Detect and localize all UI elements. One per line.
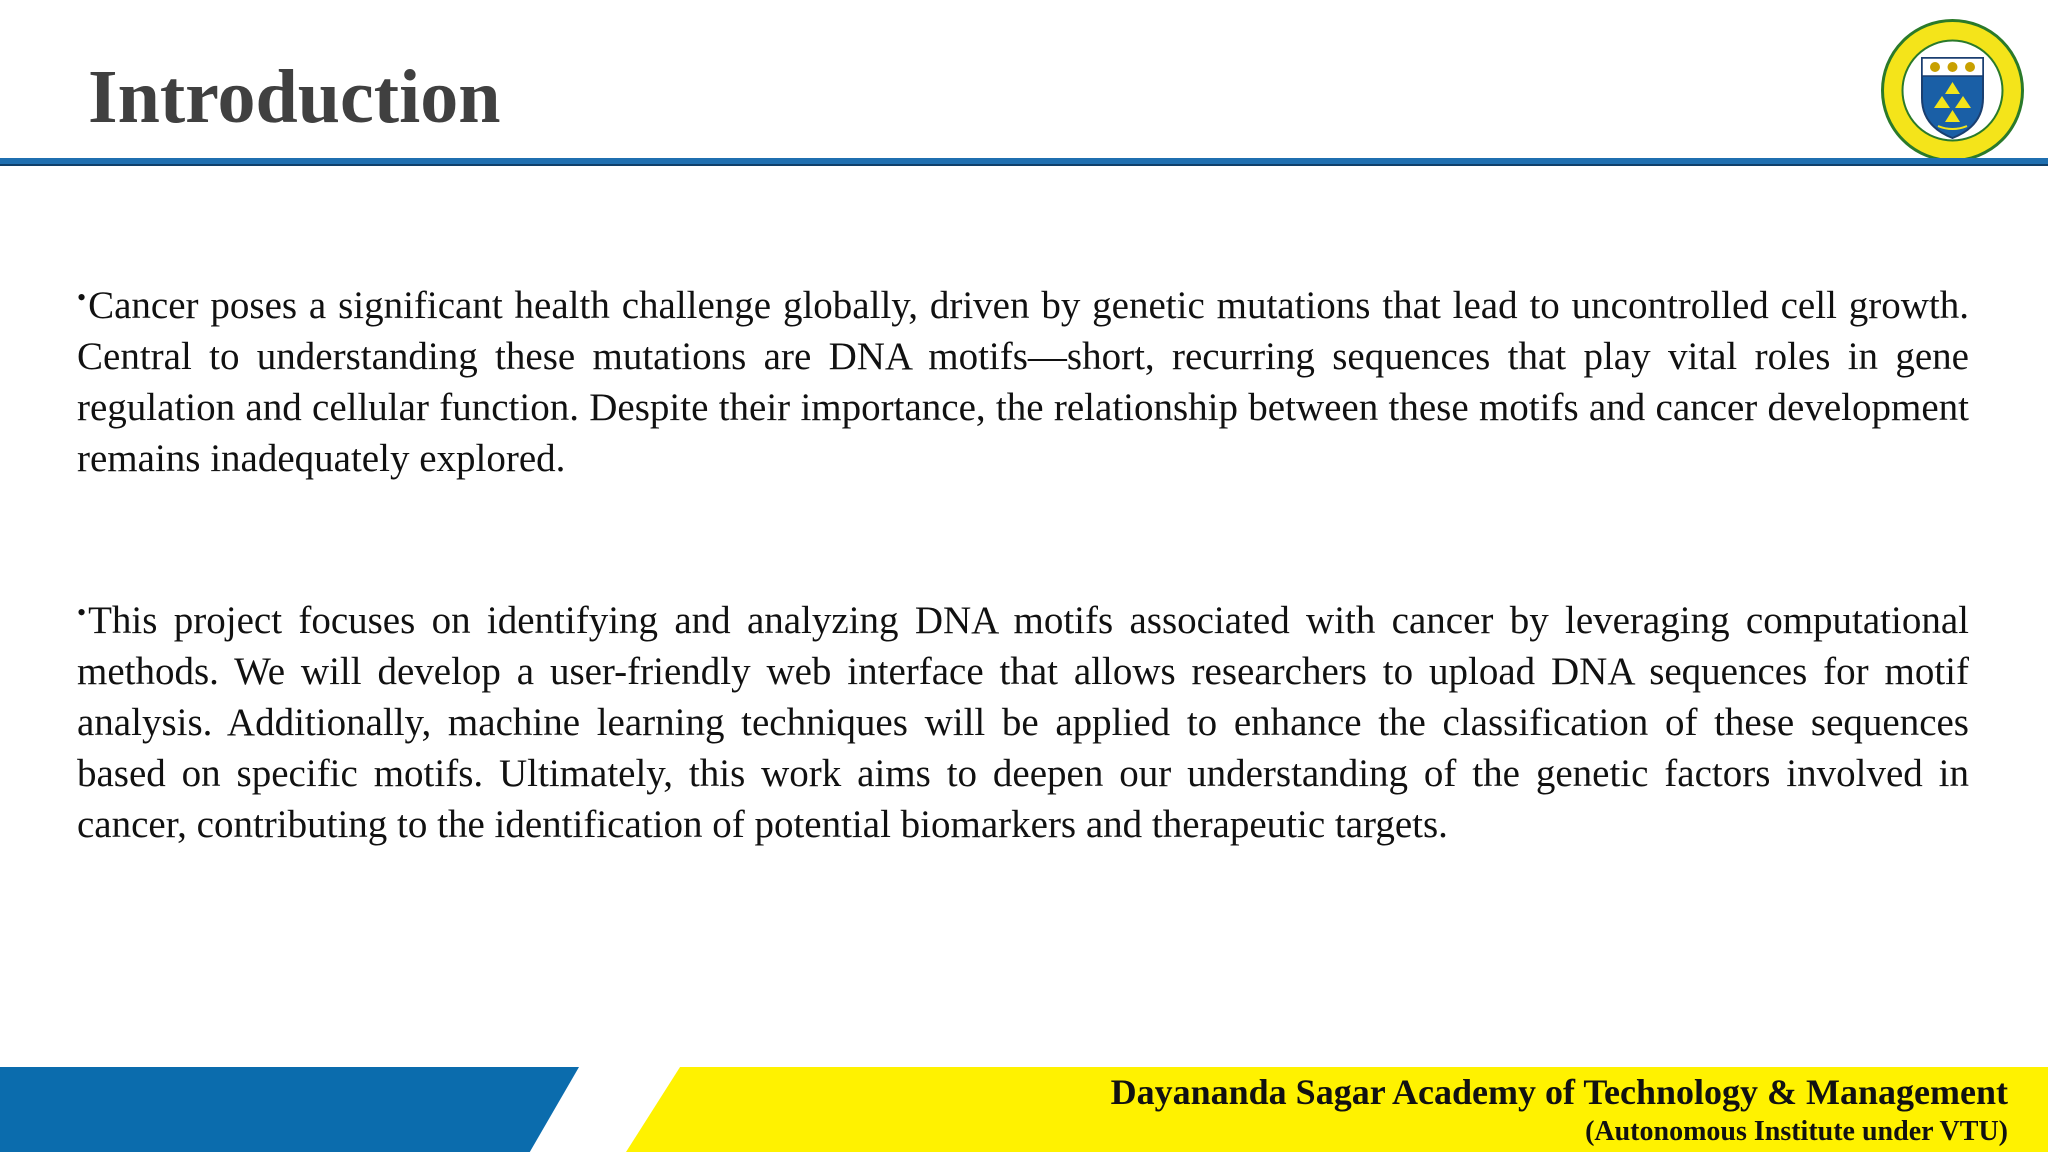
slide-title: Introduction xyxy=(88,55,501,139)
paragraph-1 xyxy=(77,272,1969,484)
bullet-marker: • xyxy=(77,283,87,312)
footer-institution-name: Dayananda Sagar Academy of Technology & Management xyxy=(1110,1072,2008,1112)
slide-body xyxy=(77,272,1969,850)
header-divider xyxy=(0,158,2048,166)
footer-institution-block xyxy=(1111,1070,2008,1150)
paragraph-text: Cancer poses a significant health challenge globally, driven by genetic mutations that lead to uncontrolled cell growth. Central to understanding these mutations are DNA motifs—short, recurring sequences that play vital roles in gene regulation and cellular function. Despite their importance, the relationship between these motifs and cancer development remains inadequately explored. xyxy=(77,284,1969,480)
bullet-marker: • xyxy=(77,598,87,627)
footer-blue-band xyxy=(0,1067,579,1152)
paragraph-2 xyxy=(77,587,1969,850)
paragraph-text: This project focuses on identifying and analyzing DNA motifs associated with cancer by leveraging computational methods. We will develop a user-friendly web interface that allows researchers to upload DNA sequences for motif analysis. Additionally, machine learning techniques will be applied to enhance the classification of these sequences based on specific motifs. Ultimately, this work aims to deepen our understanding of the genetic factors involved in cancer, contributing to the identification of potential biomarkers and therapeutic targets. xyxy=(77,599,1969,846)
footer-institution-subtitle: (Autonomous Institute under VTU) xyxy=(1585,1116,2008,1147)
institution-seal-icon xyxy=(1880,18,2025,163)
